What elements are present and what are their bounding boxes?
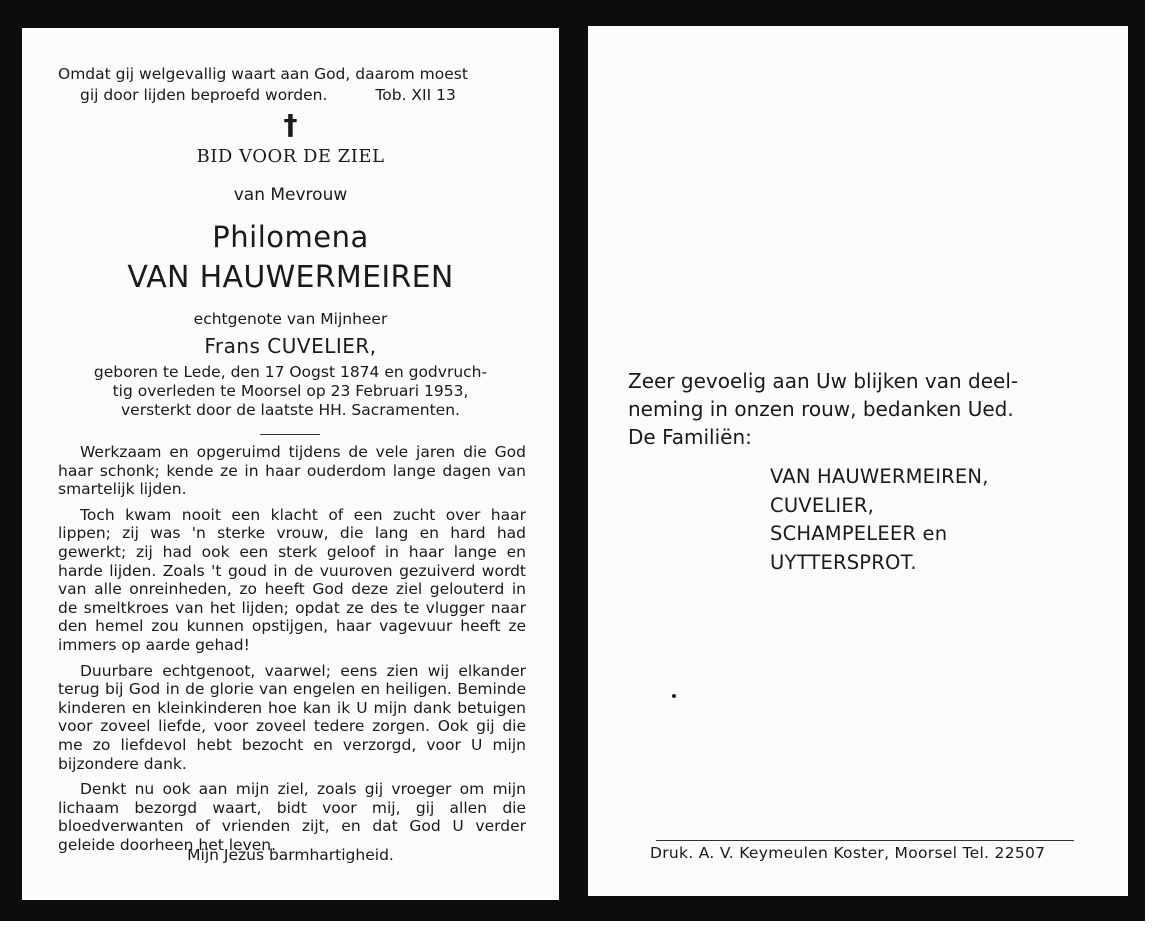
thanks-message (628, 367, 1068, 451)
family-name: CUVELIER, (770, 493, 875, 517)
family-name: SCHAMPELEER en (770, 522, 948, 545)
memorial-card-left-page (22, 28, 559, 900)
printer-divider (656, 840, 1074, 841)
thanks-line-2: neming in onzen rouw, bedanken Ued. (628, 397, 1014, 421)
closing-prayer: Mijn Jezus barmhartigheid. (187, 846, 394, 864)
heading: BID VOOR DE ZIEL (196, 146, 385, 167)
spouse-name: Frans CUVELIER, (204, 334, 377, 358)
epigraph-line-1: Omdat gij welgevallig waart aan God, daarom moest (58, 65, 468, 83)
family-name: UYTTERSPROT. (770, 550, 917, 574)
memorial-text (58, 443, 526, 861)
memorial-card-right-page (588, 26, 1128, 896)
birth-death-details (22, 363, 559, 420)
birth-line-2: tig overleden te Moorsel op 23 Februari 1953, (112, 382, 469, 400)
paragraph: Denkt nu ook aan mijn ziel, zoals gij vroeger om mijn lichaam bezorgd waart, bidt voor mij, gij allen die bloedverwanten of vrienden zijt, en dat God U verder geleide doorheen het leven. (58, 780, 526, 854)
epigraph (58, 64, 528, 106)
paragraph: Toch kwam nooit een klacht of een zucht over haar lippen; zij was 'n sterke vrouw, die lang en hard had gewerkt; zij had ook een sterk geloof in haar lange en harde lijden. Zoals 't goud in de vuuroven gezuiverd wordt van alle onreinheden, zo heeft God deze ziel gelouterd in de smeltkroes van het lijden; opdat ze des te vlugger naar den hemel zou kunnen opstijgen, haar vagevuur heeft ze immers op aarde gehad! (58, 505, 526, 654)
paragraph: Duurbare echtgenoot, vaarwel; eens zien wij elkander terug bij God in de glorie van engelen en heiligen. Beminde kinderen en kleinkinderen hoe kan ik U mijn dank betuigen voor zoveel liefde, voor zoveel tedere zorgen. Ook gij die me zo liefdevol hebt bezocht en verzorgd, voor U mijn bijzondere dank. (58, 661, 526, 773)
epigraph-line-2: gij door lijden beproefd worden. (80, 86, 328, 104)
cross-icon: † (283, 108, 298, 141)
birth-line-3: versterkt door de laatste HH. Sacramenten. (121, 401, 460, 419)
deceased-surname: VAN HAUWERMEIREN (127, 260, 454, 295)
deceased-first-name: Philomena (212, 220, 369, 254)
divider (260, 434, 320, 435)
thanks-line-3: De Familiën: (628, 425, 752, 449)
title-van-mevrouw: van Mevrouw (233, 185, 348, 205)
birth-line-1: geboren te Lede, den 17 Oogst 1874 en godvruch- (93, 363, 488, 381)
paragraph: Werkzaam en opgeruimd tijdens de vele jaren die God haar schonk; kende ze in haar ouderdom lange dagen van smartelijk lijden. (58, 443, 526, 499)
spouse-intro: echtgenote van Mijnheer (193, 310, 388, 328)
printer-credit: Druk. A. V. Keymeulen Koster, Moorsel Tel. 22507 (650, 844, 1046, 862)
epigraph-reference: Tob. XII 13 (375, 86, 456, 104)
thanks-line-1: Zeer gevoelig aan Uw blijken van deel- (628, 369, 1019, 393)
print-speck (672, 694, 676, 698)
family-name: VAN HAUWERMEIREN, (770, 465, 989, 488)
family-names (770, 463, 989, 577)
